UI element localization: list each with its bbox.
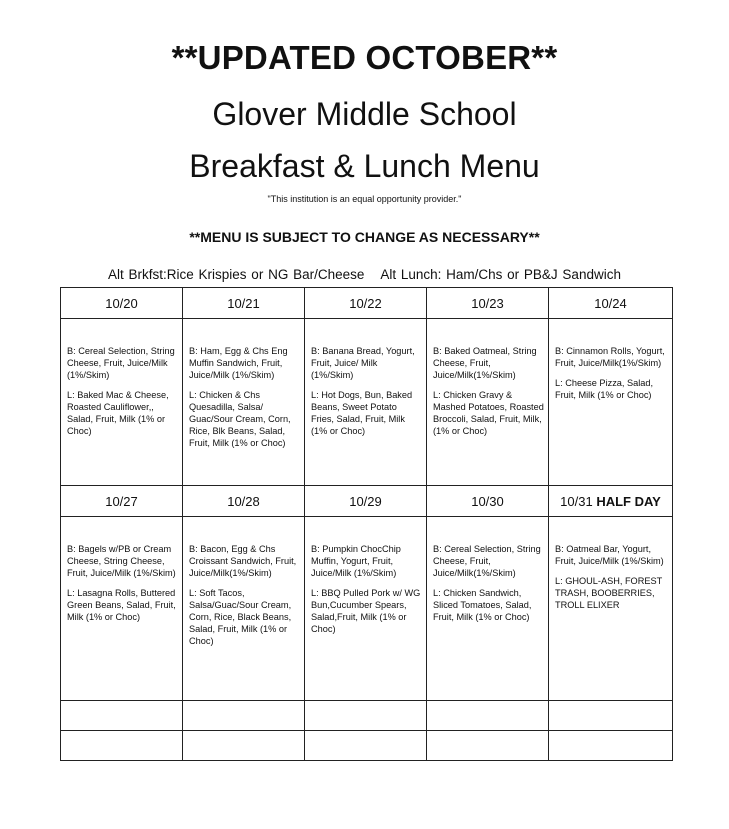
date-label: 10/31	[560, 493, 593, 509]
date-cell	[305, 486, 427, 517]
breakfast-text: B: Bacon, Egg & Chs Croissant Sandwich, Fruit, Juice/Milk(1%/Skim)	[189, 544, 297, 578]
empty-cell	[549, 731, 673, 761]
lunch-text: L: Cheese Pizza, Salad, Fruit, Milk (1% or Choc)	[555, 378, 654, 400]
lunch-text: L: BBQ Pulled Pork w/ WG Bun,Cucumber Spears, Salad,Fruit, Milk (1% or Choc)	[311, 588, 421, 634]
lunch-text: L: Hot Dogs, Bun, Baked Beans, Sweet Potato Fries, Salad, Fruit, Milk (1% or Choc)	[311, 390, 413, 436]
empty-cell	[61, 731, 183, 761]
lunch-text: L: Chicken & Chs Quesadilla, Salsa/ Guac/Sour Cream, Corn, Rice, Blk Beans, Salad, Fruit, Milk (1% or Choc)	[189, 390, 291, 448]
empty-cell	[427, 701, 549, 731]
half-day-label: HALF DAY	[596, 493, 661, 509]
menu-cell	[183, 319, 305, 486]
date-label: 10/29	[349, 493, 382, 509]
alt-breakfast: Alt Brkfst:Rice Krispies or NG Bar/Cheese	[108, 267, 365, 282]
date-label: 10/27	[105, 493, 138, 509]
menu-cell	[183, 517, 305, 701]
date-cell	[61, 486, 183, 517]
empty-row	[61, 701, 673, 731]
breakfast-text: B: Pumpkin ChocChip Muffin, Yogurt, Fruit, Juice/Milk (1%/Skim)	[311, 544, 401, 578]
date-cell	[183, 288, 305, 319]
alt-lunch: Alt Lunch: Ham/Chs or PB&J Sandwich	[380, 267, 621, 282]
empty-cell	[61, 701, 183, 731]
breakfast-text: B: Cinnamon Rolls, Yogurt, Fruit, Juice/Milk(1%/Skim)	[555, 346, 665, 368]
empty-cell	[183, 701, 305, 731]
lunch-text: L: Chicken Sandwich, Sliced Tomatoes, Salad, Fruit, Milk (1% or Choc)	[433, 588, 532, 622]
menu-title: Breakfast & Lunch Menu	[189, 148, 540, 184]
lunch-text: L: Lasagna Rolls, Buttered Green Beans, Salad, Fruit, Milk (1% or Choc)	[67, 588, 176, 622]
menu-cell	[61, 319, 183, 486]
alternates-row	[0, 266, 729, 284]
week-1-date-row	[61, 288, 673, 319]
date-label: 10/30	[471, 493, 504, 509]
empty-cell	[183, 731, 305, 761]
title-updated: **UPDATED OCTOBER**	[171, 39, 558, 76]
lunch-text: L: Chicken Gravy & Mashed Potatoes, Roasted Broccoli, Salad, Fruit, Milk, (1% or Choc)	[433, 390, 544, 436]
date-cell	[427, 288, 549, 319]
menu-cell	[61, 517, 183, 701]
menu-cell	[305, 319, 427, 486]
date-label: 10/24	[594, 295, 627, 311]
week-1-menu-row	[61, 319, 673, 486]
date-cell	[305, 288, 427, 319]
breakfast-text: B: Bagels w/PB or Cream Cheese, String Cheese, Fruit, Juice/Milk (1%/Skim)	[67, 544, 176, 578]
menu-cell	[549, 319, 673, 486]
breakfast-text: B: Ham, Egg & Chs Eng Muffin Sandwich, Fruit, Juice/Milk (1%/Skim)	[189, 346, 288, 380]
date-cell	[549, 486, 673, 517]
empty-cell	[305, 731, 427, 761]
lunch-text: L: GHOUL-ASH, FOREST TRASH, BOOBERRIES, TROLL ELIXER	[555, 576, 663, 610]
breakfast-text: B: Cereal Selection, String Cheese, Fruit, Juice/Milk(1%/Skim)	[433, 544, 541, 578]
date-label: 10/22	[349, 295, 382, 311]
lunch-text: L: Soft Tacos, Salsa/Guac/Sour Cream, Corn, Rice, Black Beans, Salad, Fruit, Milk (1% or Choc)	[189, 588, 292, 646]
date-cell	[183, 486, 305, 517]
empty-row	[61, 731, 673, 761]
menu-cell	[549, 517, 673, 701]
menu-cell	[305, 517, 427, 701]
menu-table	[60, 287, 673, 761]
empty-cell	[305, 701, 427, 731]
date-cell	[427, 486, 549, 517]
school-name: Glover Middle School	[212, 96, 517, 132]
empty-cell	[549, 701, 673, 731]
lunch-text: L: Baked Mac & Cheese, Roasted Cauliflower,, Salad, Fruit, Milk (1% or Choc)	[67, 390, 169, 436]
breakfast-text: B: Oatmeal Bar, Yogurt, Fruit, Juice/Milk (1%/Skim)	[555, 544, 664, 566]
equal-opportunity-notice: "This institution is an equal opportunity provider."	[267, 194, 462, 204]
week-2-date-row	[61, 486, 673, 517]
date-label: 10/20	[105, 295, 138, 311]
menu-cell	[427, 319, 549, 486]
date-cell	[549, 288, 673, 319]
menu-cell	[427, 517, 549, 701]
date-label: 10/28	[227, 493, 260, 509]
empty-cell	[427, 731, 549, 761]
date-label: 10/23	[471, 295, 504, 311]
date-label: 10/21	[227, 295, 260, 311]
breakfast-text: B: Banana Bread, Yogurt, Fruit, Juice/ Milk (1%/Skim)	[311, 346, 415, 380]
breakfast-text: B: Cereal Selection, String Cheese, Fruit, Juice/Milk (1%/Skim)	[67, 346, 175, 380]
change-notice: **MENU IS SUBJECT TO CHANGE AS NECESSARY**	[189, 229, 540, 245]
week-2-menu-row	[61, 517, 673, 701]
breakfast-text: B: Baked Oatmeal, String Cheese, Fruit, Juice/Milk(1%/Skim)	[433, 346, 537, 380]
date-cell	[61, 288, 183, 319]
